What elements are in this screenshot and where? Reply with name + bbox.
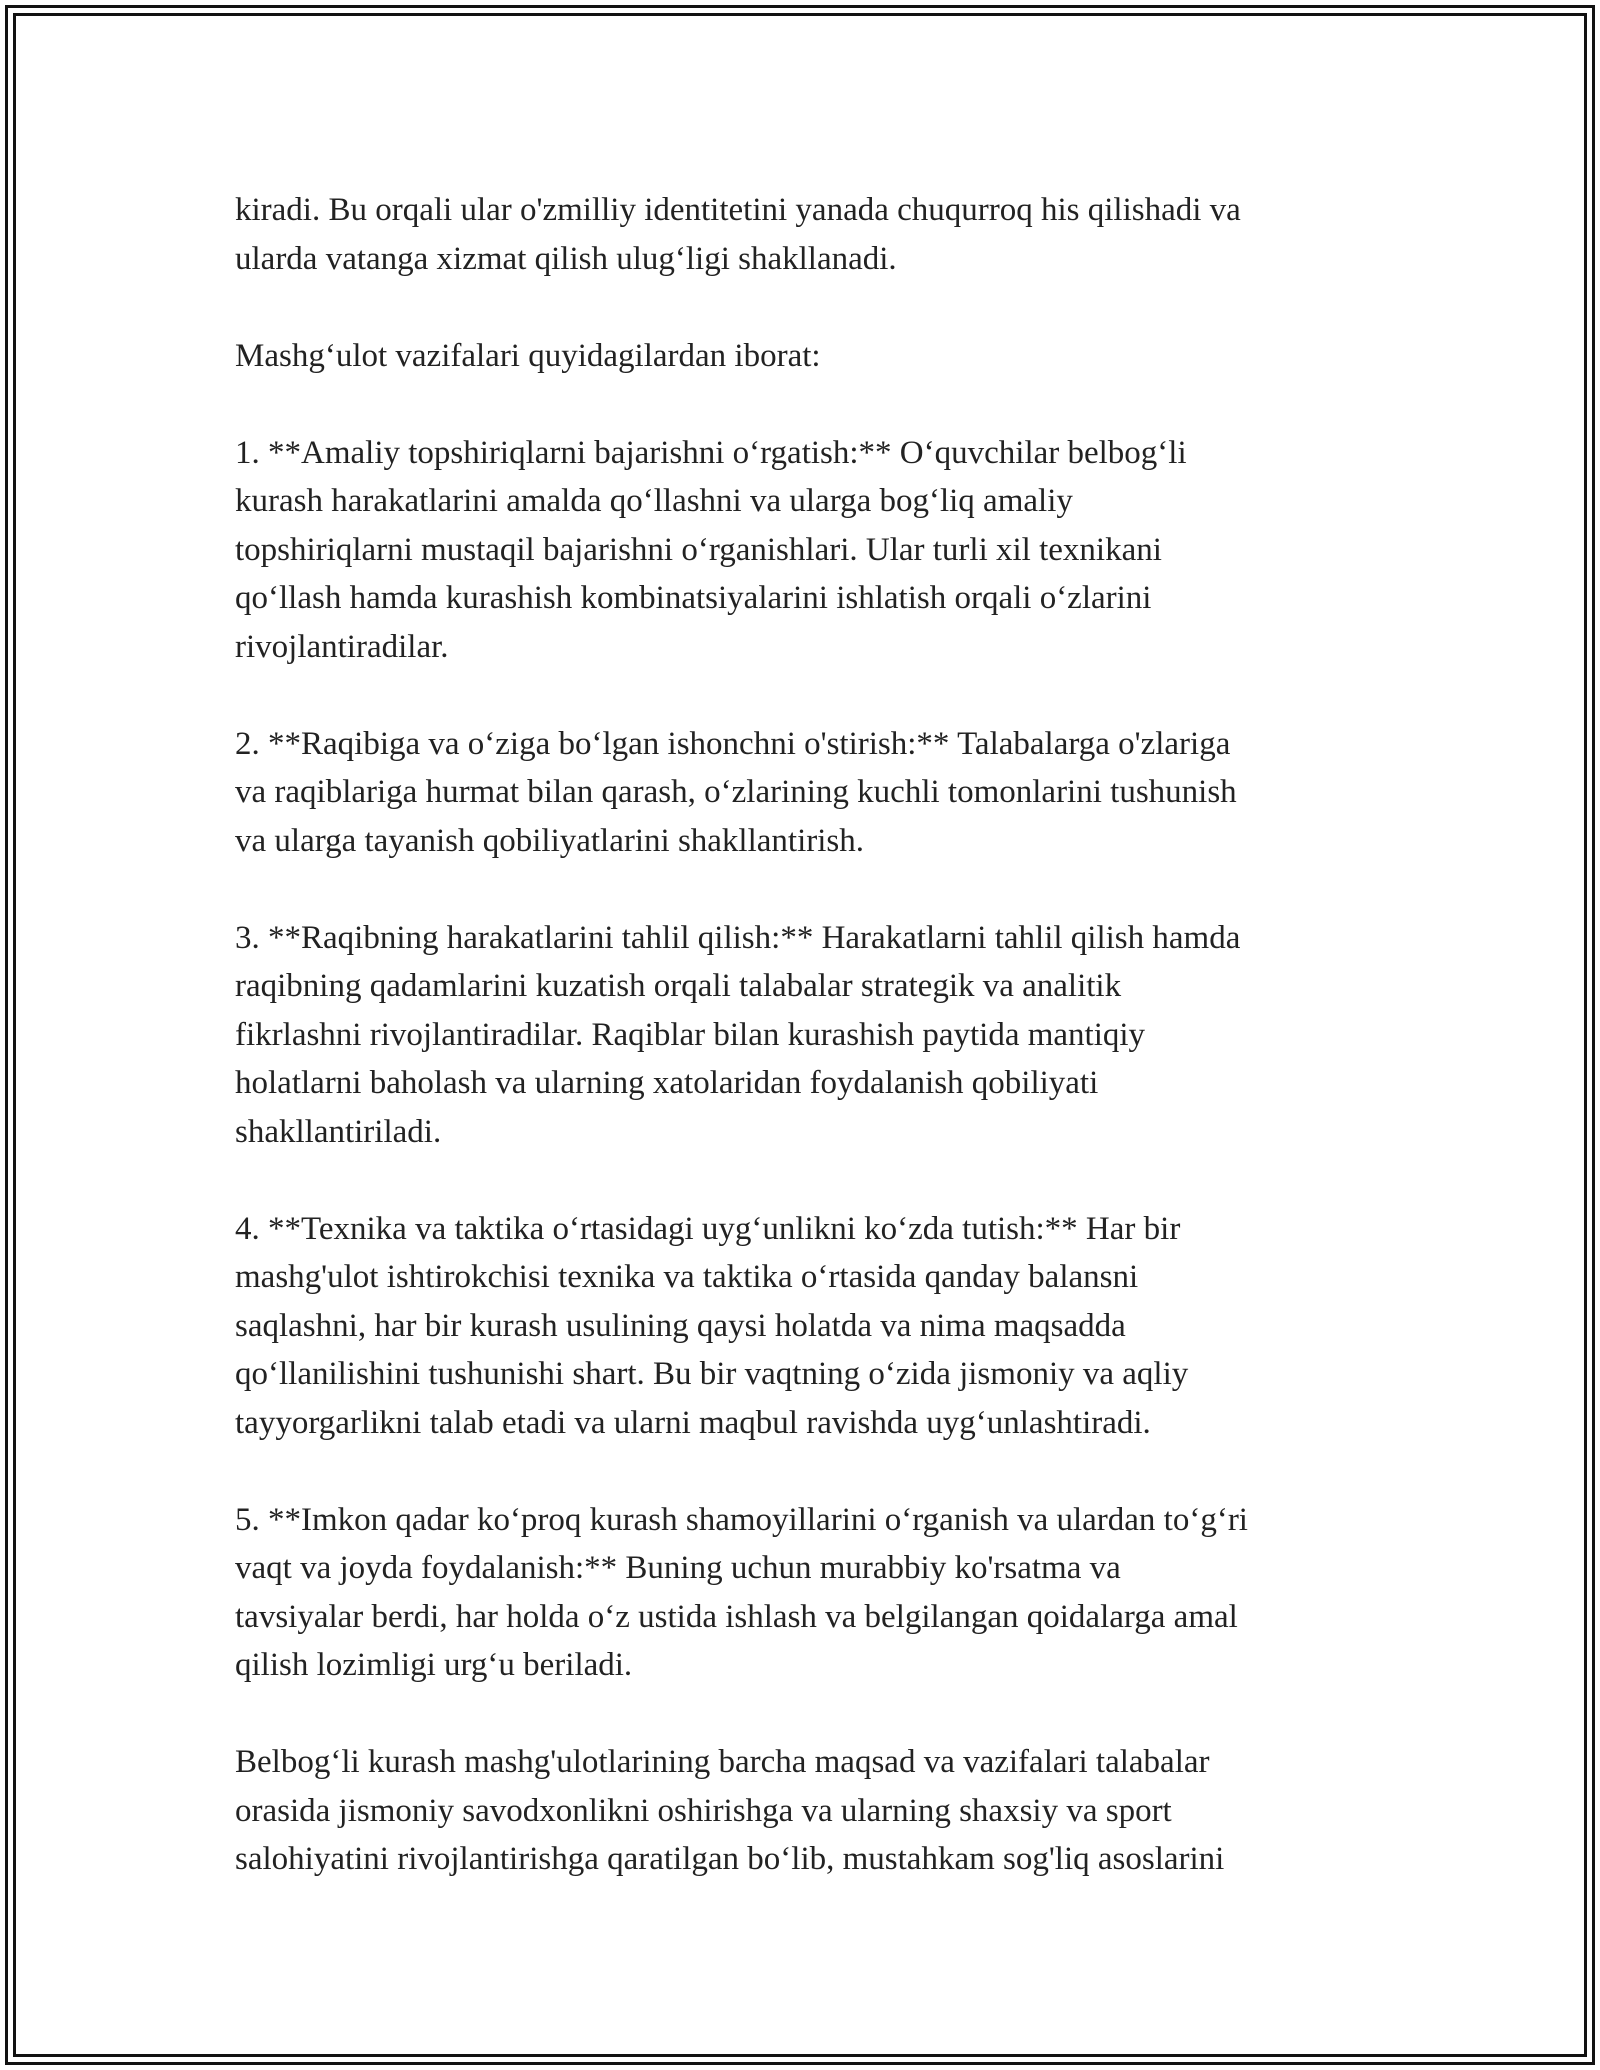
- paragraph-conclusion: [235, 1738, 1365, 1884]
- text-line: saqlashni, har bir kurash usulining qaysi holatda va nima maqsadda: [235, 1307, 1126, 1344]
- text-line: vaqt va joyda foydalanish:** Buning uchun murabbiy ko'rsatma va: [235, 1550, 1121, 1586]
- paragraph-tasks-heading: [235, 332, 1365, 381]
- text-line: Mashg‘ulot vazifalari quyidagilardan iborat:: [235, 337, 821, 374]
- text-line: tayyorgarlikni talab etadi va ularni maqbul ravishda uyg‘unlashtiradi.: [235, 1404, 1151, 1441]
- text-line: 1. **Amaliy topshiriqlarni bajarishni o‘rgatish:** O‘quvchilar belbog‘li: [235, 434, 1187, 471]
- text-line: ularda vatanga xizmat qilish ulug‘ligi shakllanadi.: [235, 240, 897, 277]
- text-line: 4. **Texnika va taktika o‘rtasidagi uyg‘unlikni ko‘zda tutish:** Har bir: [235, 1210, 1181, 1247]
- list-item-5: [235, 1496, 1365, 1690]
- text-line: fikrlashni rivojlantiradilar. Raqiblar bilan kurashish paytida mantiqiy: [235, 1016, 1146, 1053]
- text-line: rivojlantiradilar.: [235, 628, 449, 665]
- list-item-4: [235, 1205, 1365, 1448]
- text-line: orasida jismoniy savodxonlikni oshirishga va ularning shaxsiy va sport: [235, 1792, 1172, 1829]
- text-line: qilish lozimligi urg‘u beriladi.: [235, 1647, 633, 1683]
- list-item-2: [235, 720, 1365, 866]
- text-line: holatlarni baholash va ularning xatolaridan foydalanish qobiliyati: [235, 1065, 1099, 1101]
- text-line: mashg'ulot ishtirokchisi texnika va taktika o‘rtasida qanday balansni: [235, 1259, 1139, 1295]
- text-line: qo‘llanilishini tushunishi shart. Bu bir vaqtning o‘zida jismoniy va aqliy: [235, 1356, 1189, 1392]
- text-line: raqibning qadamlarini kuzatish orqali talabalar strategik va analitik: [235, 968, 1122, 1004]
- text-line: va raqiblariga hurmat bilan qarash, o‘zlarining kuchli tomonlarini tushunish: [235, 774, 1237, 810]
- list-item-3: [235, 914, 1365, 1157]
- text-line: qo‘llash hamda kurashish kombinatsiyalarini ishlatish orqali o‘zlarini: [235, 580, 1152, 616]
- text-line: shakllantiriladi.: [235, 1113, 442, 1150]
- text-line: Belbog‘li kurash mashg'ulotlarining barcha maqsad va vazifalari talabalar: [235, 1744, 1210, 1780]
- text-line: salohiyatini rivojlantirishga qaratilgan bo‘lib, mustahkam sog'liq asoslarini: [235, 1841, 1225, 1877]
- text-line: kiradi. Bu orqali ular o'zmilliy identitetini yanada chuqurroq his qilishadi va: [235, 192, 1241, 228]
- text-line: 5. **Imkon qadar ko‘proq kurash shamoyillarini o‘rganish va ulardan to‘g‘ri: [235, 1501, 1248, 1538]
- text-line: va ularga tayanish qobiliyatlarini shakllantirish.: [235, 822, 864, 859]
- text-line: 2. **Raqibiga va o‘ziga bo‘lgan ishonchni o'stirish:** Talabalarga o'zlariga: [235, 725, 1231, 762]
- text-line: tavsiyalar berdi, har holda o‘z ustida ishlash va belgilangan qoidalarga amal: [235, 1598, 1238, 1635]
- document-body: [235, 186, 1365, 1884]
- paragraph-intro-continuation: [235, 186, 1365, 283]
- text-line: 3. **Raqibning harakatlarini tahlil qilish:** Harakatlarni tahlil qilish hamda: [235, 919, 1241, 956]
- text-line: kurash harakatlarini amalda qo‘llashni va ularga bog‘liq amaliy: [235, 483, 1073, 519]
- list-item-1: [235, 429, 1365, 672]
- text-line: topshiriqlarni mustaqil bajarishni o‘rganishlari. Ular turli xil texnikani: [235, 531, 1162, 568]
